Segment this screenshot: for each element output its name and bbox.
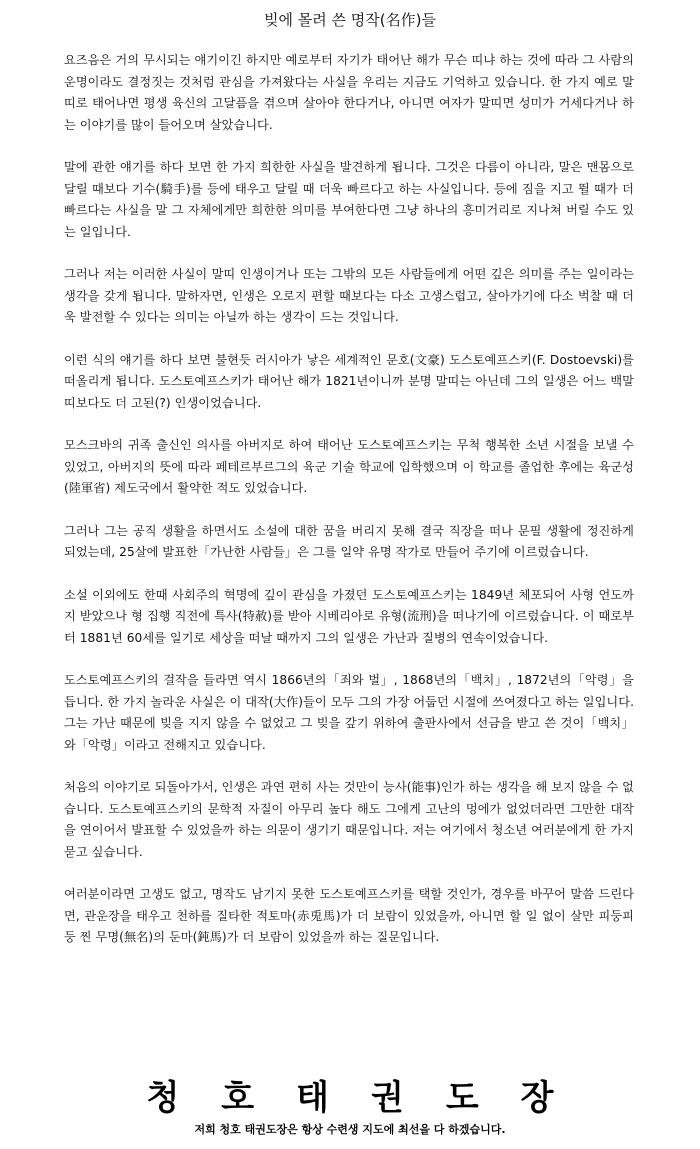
article-body [64, 50, 634, 970]
paragraph-10: 여러분이라면 고생도 없고, 명작도 남기지 못한 도스토예프스키를 택할 것인가, 경우를 바꾸어 말씀 드린다면, 관운장을 태우고 천하를 질타한 적토마(赤兎馬)가 더 보람이 있었을까, 아니면 할 일 없이 살만 피둥피둥 찐 무명(無名)의 둔마(鈍馬)가 더 보람이 있었을까 하는 질문입니다. [64, 887, 634, 944]
paragraph-9: 처음의 이야기로 되돌아가서, 인생은 과연 편히 사는 것만이 능사(能事)인가 하는 생각을 해 보지 않을 수 없습니다. 도스토예프스키의 문학적 자질이 아무리 높다 해도 그에게 고난의 멍에가 없었더라면 그만한 대작을 연이어서 발표할 수 있었을까 하는 의문이 생기기 때문입니다. 저는 여기에서 청소년 여러분에게 한 가지 묻고 싶습니다. [64, 780, 634, 859]
paragraph-3: 그러나 저는 이러한 사실이 말띠 인생이거나 또는 그밖의 모든 사람들에게 어떤 깊은 의미를 주는 일이라는 생각을 갖게 됩니다. 말하자면, 인생은 오로지 편할 때보다는 다소 고생스럽고, 살아가기에 다소 벅찰 때 더욱 발전할 수 있다는 의미는 아닐까 하는 생각이 드는 것입니다. [64, 267, 634, 324]
dojang-tagline: 저희 청호 태권도장은 항상 수련생 지도에 최선을 다 하겠습니다. [194, 1123, 506, 1136]
paragraph-1: 요즈음은 거의 무시되는 얘기이긴 하지만 예로부터 자기가 태어난 해가 무슨 띠냐 하는 것에 따라 그 사람의 운명이라도 결정짓는 것처럼 관심을 가져왔다는 사실을 우리는 지금도 기억하고 있습니다. 한 가지 예로 말띠로 태어나면 평생 육신의 고달픔을 겪으며 살아야 한다거나, 아니면 여자가 말띠면 성미가 거세다거나 하는 이야기를 많이 들어오며 살았습니다. [64, 53, 634, 132]
paragraph-5: 모스크바의 귀족 출신인 의사를 아버지로 하여 태어난 도스토예프스키는 무척 행복한 소년 시절을 보낼 수 있었고, 아버지의 뜻에 따라 페테르부르그의 육군 기술 학교에 입학했으며 이 학교를 졸업한 후에는 육군성(陸軍省) 제도국에서 활약한 적도 있었습니다. [64, 438, 634, 495]
paragraph-2: 말에 관한 얘기를 하다 보면 한 가지 희한한 사실을 발견하게 됩니다. 그것은 다름이 아니라, 말은 맨몸으로 달릴 때보다 기수(騎手)를 등에 태우고 달릴 때 더욱 빠르다고 하는 사실입니다. 등에 짐을 지고 뛸 때가 더 빠르다는 사실을 말 그 자체에게만 희한한 의미를 부여한다면 그냥 하나의 흥미거리로 지나쳐 버릴 수도 있는 일입니다. [64, 160, 634, 239]
dojang-name: 청호태권도장 [146, 1078, 596, 1118]
paragraph-4: 이런 식의 얘기를 하다 보면 불현듯 러시아가 낳은 세계적인 문호(文豪) 도스토예프스키(F. Dostoevski)를 떠올리게 됩니다. 도스토예프스키가 태어난 해가 1821년이니까 분명 말띠는 아닌데 그의 일생은 어느 백말띠보다도 더 고된(?) 인생이었습니다. [64, 352, 634, 410]
paragraph-7: 소설 이외에도 한때 사회주의 혁명에 깊이 관심을 가졌던 도스토예프스키는 1849년 체포되어 사형 언도까지 받았으나 형 집행 직전에 특사(特赦)를 받아 시베리아로 유형(流刑)을 떠나기에 이르렀습니다. 이 때로부터 1881년 60세를 일기로 세상을 떠날 때까지 그의 일생은 가난과 질병의 연속이었습니다. [64, 587, 634, 645]
paragraph-8: 도스토예프스키의 걸작을 들라면 역시 1866년의「죄와 벌」, 1868년의「백치」, 1872년의「악령」을 듭니다. 한 가지 놀라운 사실은 이 대작(大作)들이 모두 그의 가장 어둡던 시절에 쓰여졌다고 하는 일입니다. 그는 가난 때문에 빚을 지지 않을 수 없었고 그 빚을 갚기 위하여 출판사에서 선금을 받고 쓴 것이「백치」와「악령」이라고 전해지고 있습니다. [64, 673, 634, 752]
page-title: 빚에 몰려 쓴 명작(名作)들 [264, 11, 436, 29]
paragraph-6: 그러나 그는 공직 생활을 하면서도 소설에 대한 꿈을 버리지 못해 결국 직장을 떠나 문필 생활에 정진하게 되었는데, 25살에 발표한「가난한 사람들」은 그를 일약 유명 작가로 만들어 주기에 이르렀습니다. [64, 523, 634, 559]
